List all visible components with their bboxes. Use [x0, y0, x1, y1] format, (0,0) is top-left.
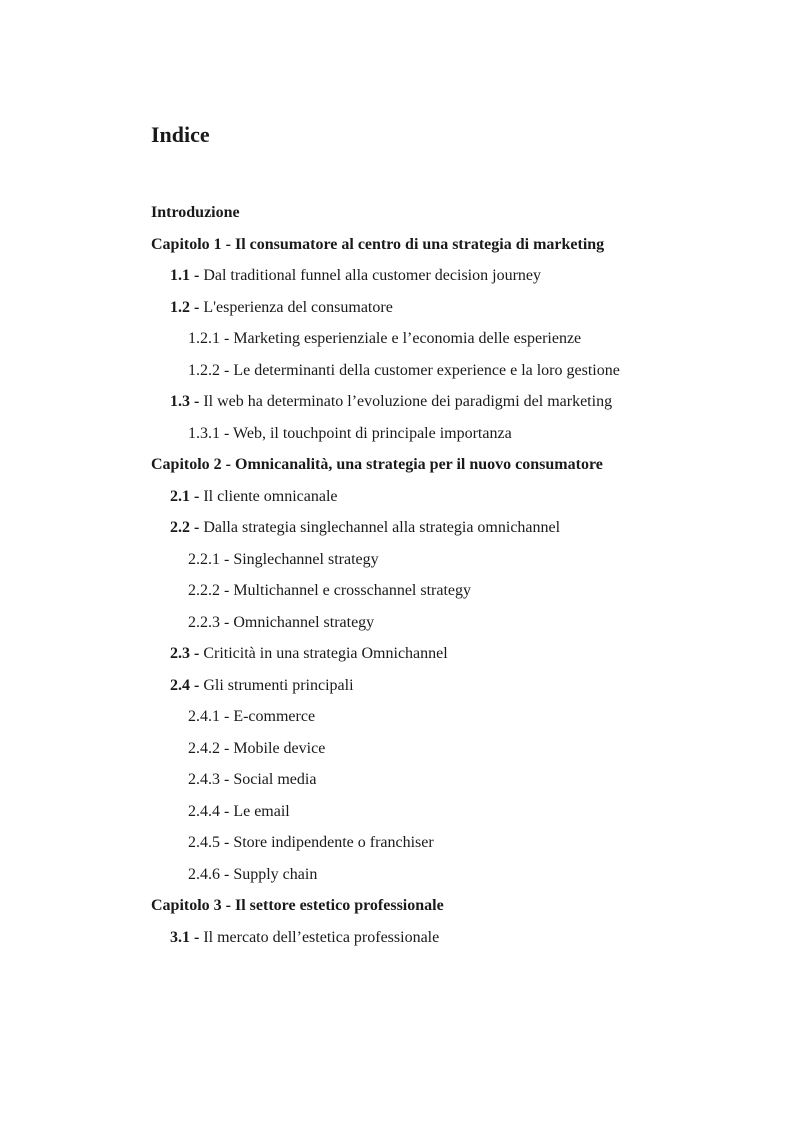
- toc-subsection[interactable]: [151, 575, 751, 607]
- toc-entry-text: Store indipendente o franchiser: [233, 834, 434, 851]
- toc-subsection[interactable]: [151, 701, 751, 733]
- page-title: Indice: [151, 122, 210, 147]
- toc-entry-text: Il web ha determinato l’evoluzione dei paradigmi del marketing: [203, 393, 613, 410]
- toc-entry-number: 2.2.1 -: [188, 550, 230, 568]
- toc-chapter[interactable]: [151, 449, 751, 481]
- toc-subsection[interactable]: [151, 827, 751, 859]
- toc-subsection[interactable]: [151, 796, 751, 828]
- toc-entry-text: Capitolo 2 - Omnicanalità, una strategia per il nuovo consumatore: [151, 456, 603, 473]
- toc-entry-text: Il mercato dell’estetica professionale: [203, 928, 440, 946]
- toc-entry-text: Capitolo 3 - Il settore estetico professionale: [151, 897, 444, 914]
- toc-entry-text: Mobile device: [233, 739, 326, 757]
- toc-entry-number: 2.2 -: [170, 519, 200, 536]
- toc-entry-text: E-commerce: [233, 708, 316, 725]
- toc-entry-text: Singlechannel strategy: [233, 550, 379, 568]
- toc-entry-number: 2.2.3 -: [188, 613, 230, 631]
- toc-entry-text: Marketing esperienziale e l’economia delle esperienze: [233, 330, 582, 347]
- toc-entry-number: 1.1 -: [170, 267, 200, 284]
- toc-subsection[interactable]: [151, 323, 751, 355]
- toc-entry-number: 2.1 -: [170, 487, 200, 505]
- toc-chapter[interactable]: [151, 229, 751, 261]
- toc-entry-text: Il cliente omnicanale: [203, 487, 338, 505]
- toc-section[interactable]: [151, 670, 751, 702]
- toc-entry-number: 1.2 -: [170, 298, 200, 316]
- toc-subsection[interactable]: [151, 355, 751, 387]
- toc-entry-number: 3.1 -: [170, 928, 200, 946]
- toc-section[interactable]: [151, 638, 751, 670]
- toc-section[interactable]: [151, 386, 751, 418]
- toc-entry-number: 2.4.5 -: [188, 834, 230, 851]
- toc-entry-number: 2.2.2 -: [188, 582, 230, 599]
- toc-entry-number: 2.4.4 -: [188, 802, 230, 820]
- toc-entry-number: 2.4.1 -: [188, 708, 230, 725]
- toc-subsection[interactable]: [151, 733, 751, 765]
- toc-section[interactable]: [151, 512, 751, 544]
- table-of-contents: [151, 197, 751, 953]
- toc-entry-number: 1.3.1 -: [188, 424, 230, 442]
- toc-section[interactable]: [151, 292, 751, 324]
- toc-subsection[interactable]: [151, 764, 751, 796]
- toc-entry-number: 1.2.2 -: [188, 361, 230, 379]
- toc-subsection[interactable]: [151, 418, 751, 450]
- toc-section[interactable]: [151, 260, 751, 292]
- toc-entry-number: 2.4.6 -: [188, 865, 230, 883]
- toc-section[interactable]: [151, 481, 751, 513]
- toc-entry-number: 2.4.3 -: [188, 771, 230, 788]
- toc-entry-text: L'esperienza del consumatore: [203, 298, 393, 316]
- toc-entry-text: Web, il touchpoint di principale importanza: [233, 424, 512, 442]
- toc-entry-text: Supply chain: [233, 865, 318, 883]
- toc-chapter[interactable]: [151, 890, 751, 922]
- toc-subsection[interactable]: [151, 544, 751, 576]
- toc-chapter[interactable]: [151, 197, 751, 229]
- toc-entry-number: 1.3 -: [170, 393, 200, 410]
- toc-entry-text: Gli strumenti principali: [203, 676, 354, 694]
- toc-entry-number: 2.4 -: [170, 676, 200, 694]
- toc-entry-text: Criticità in una strategia Omnichannel: [203, 645, 448, 662]
- toc-entry-text: Multichannel e crosschannel strategy: [233, 582, 472, 599]
- toc-entry-number: 2.3 -: [170, 645, 200, 662]
- toc-entry-text: Le determinanti della customer experience e la loro gestione: [233, 361, 620, 379]
- toc-entry-text: Dalla strategia singlechannel alla strategia omnichannel: [203, 519, 561, 536]
- toc-entry-text: Capitolo 1 - Il consumatore al centro di una strategia di marketing: [151, 235, 605, 253]
- toc-subsection[interactable]: [151, 607, 751, 639]
- toc-entry-number: 1.2.1 -: [188, 330, 230, 347]
- toc-entry-text: Dal traditional funnel alla customer decision journey: [203, 267, 541, 284]
- toc-subsection[interactable]: [151, 859, 751, 891]
- toc-section[interactable]: [151, 922, 751, 954]
- toc-entry-text: Social media: [233, 771, 317, 788]
- toc-entry-text: Le email: [233, 802, 290, 820]
- toc-entry-text: Introduzione: [151, 204, 240, 221]
- toc-entry-text: Omnichannel strategy: [233, 613, 375, 631]
- toc-entry-number: 2.4.2 -: [188, 739, 230, 757]
